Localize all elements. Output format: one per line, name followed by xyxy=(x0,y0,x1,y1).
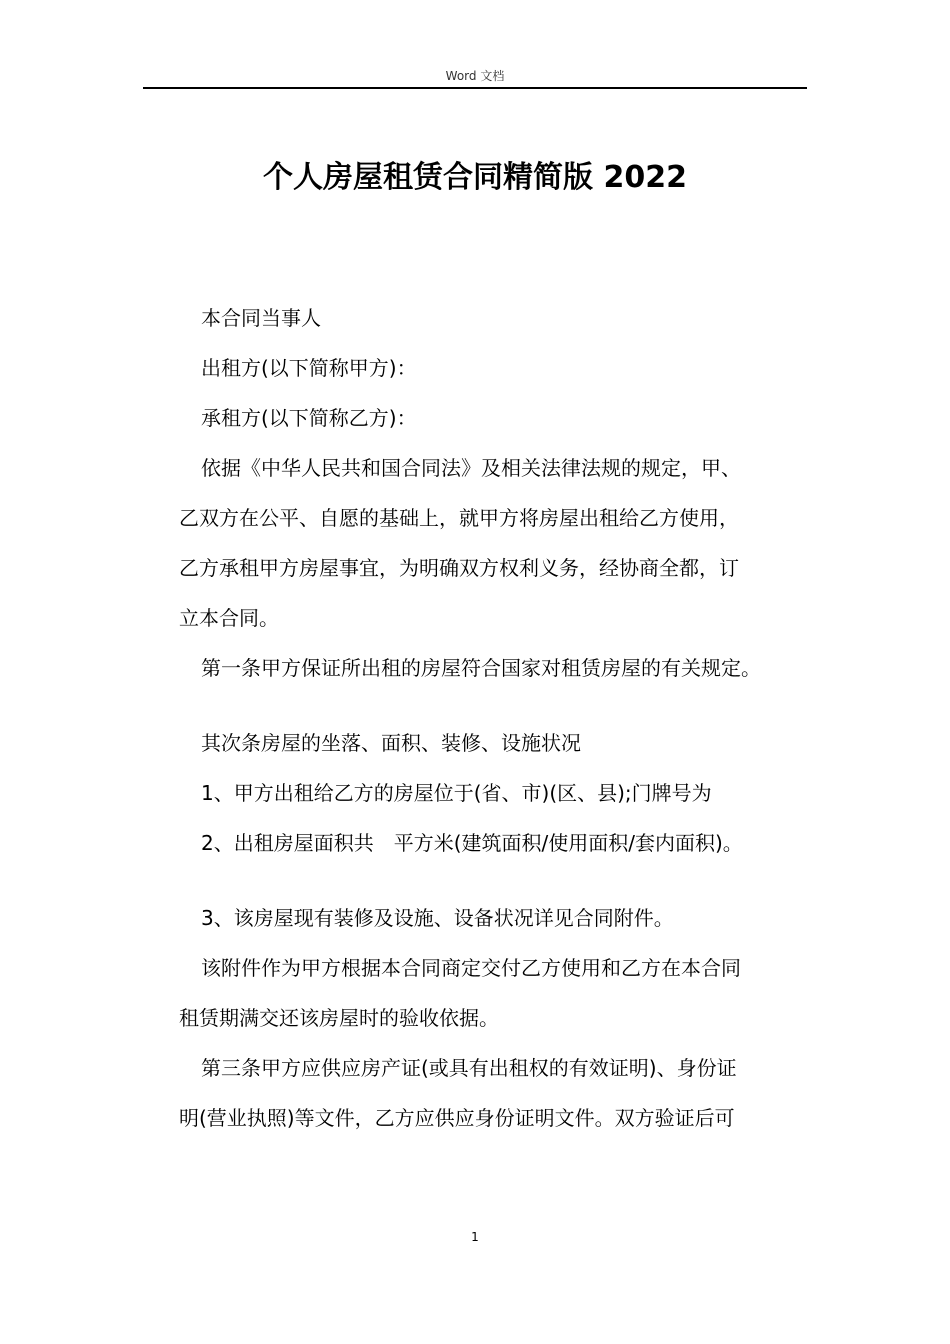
paragraph-lessor: 出租方(以下简称甲方)： xyxy=(201,356,417,380)
page-number: 1 xyxy=(471,1230,479,1244)
paragraph-preamble-line-2: 乙双方在公平、自愿的基础上，就甲方将房屋出租给乙方使用， xyxy=(179,506,739,530)
paragraph-article-1: 第一条甲方保证所出租的房屋符合国家对租赁房屋的有关规定。 xyxy=(201,656,761,680)
paragraph-article-2: 其次条房屋的坐落、面积、装修、设施状况 xyxy=(201,731,581,755)
header-divider xyxy=(143,87,807,89)
paragraph-preamble-line-4: 立本合同。 xyxy=(179,606,279,630)
paragraph-preamble-line-1: 依据《中华人民共和国合同法》及相关法律法规的规定，甲、 xyxy=(201,456,741,480)
paragraph-lessee: 承租方(以下简称乙方)： xyxy=(201,406,417,430)
document-body xyxy=(179,293,819,1143)
paragraph-article-3-line-2: 明(营业执照)等文件，乙方应供应身份证明文件。双方验证后可 xyxy=(179,1106,735,1130)
document-title: 个人房屋租赁合同精简版 2022 xyxy=(263,160,687,195)
paragraph-item-1: 1、甲方出租给乙方的房屋位于(省、市)(区、县);门牌号为 xyxy=(201,781,712,805)
paragraph-item-3: 3、该房屋现有装修及设施、设备状况详见合同附件。 xyxy=(201,906,674,930)
paragraph-spacer xyxy=(179,693,819,718)
paragraph-parties: 本合同当事人 xyxy=(201,306,321,330)
paragraph-attachment-line-2: 租赁期满交还该房屋时的验收依据。 xyxy=(179,1006,499,1030)
paragraph-attachment-line-1: 该附件作为甲方根据本合同商定交付乙方使用和乙方在本合同 xyxy=(201,956,741,980)
paragraph-item-2: 2、出租房屋面积共 平方米(建筑面积/使用面积/套内面积)。 xyxy=(201,831,743,855)
paragraph-spacer xyxy=(179,868,819,893)
paragraph-article-3-line-1: 第三条甲方应供应房产证(或具有出租权的有效证明)、身份证 xyxy=(201,1056,737,1080)
page-header-text: Word 文档 xyxy=(445,69,505,83)
paragraph-preamble-line-3: 乙方承租甲方房屋事宜，为明确双方权利义务，经协商全都，订 xyxy=(179,556,739,580)
